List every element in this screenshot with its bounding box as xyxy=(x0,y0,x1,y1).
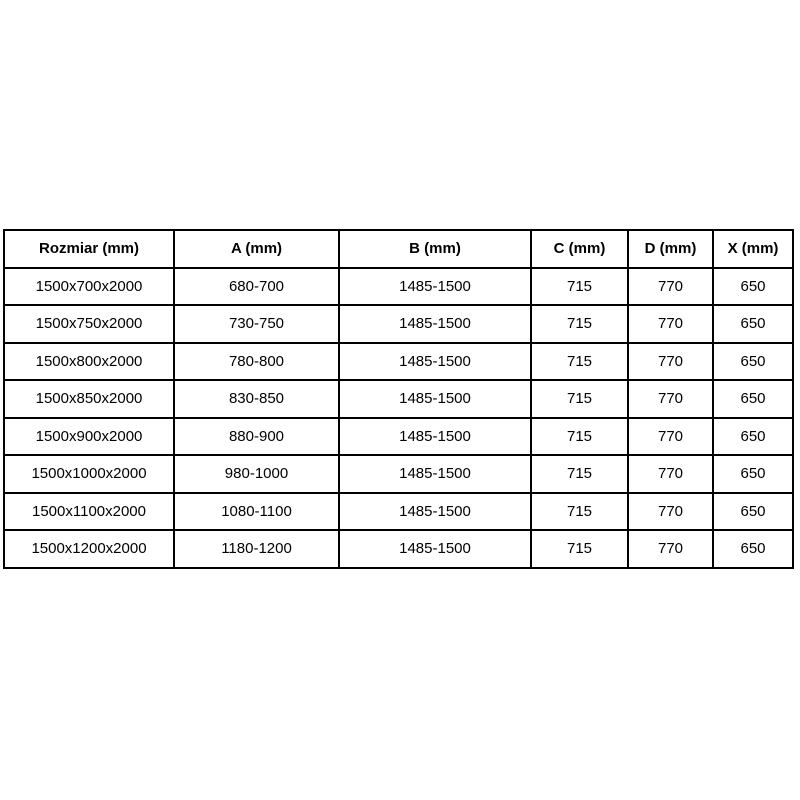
cell-b: 1485-1500 xyxy=(339,268,531,306)
cell-d: 770 xyxy=(628,418,713,456)
cell-x: 650 xyxy=(713,343,793,381)
cell-b: 1485-1500 xyxy=(339,530,531,568)
table-row xyxy=(4,380,793,418)
cell-x: 650 xyxy=(713,268,793,306)
cell-a: 1180-1200 xyxy=(174,530,339,568)
dimensions-table xyxy=(3,229,794,569)
cell-c: 715 xyxy=(531,493,628,531)
cell-x: 650 xyxy=(713,530,793,568)
cell-rozmiar: 1500x800x2000 xyxy=(4,343,174,381)
cell-c: 715 xyxy=(531,455,628,493)
table-row xyxy=(4,343,793,381)
cell-rozmiar: 1500x1100x2000 xyxy=(4,493,174,531)
header-cell-x: X (mm) xyxy=(713,230,793,268)
cell-c: 715 xyxy=(531,418,628,456)
dimensions-table-container xyxy=(3,229,794,569)
table-row xyxy=(4,493,793,531)
header-row xyxy=(4,230,793,268)
table-row xyxy=(4,455,793,493)
cell-x: 650 xyxy=(713,418,793,456)
cell-rozmiar: 1500x900x2000 xyxy=(4,418,174,456)
cell-d: 770 xyxy=(628,455,713,493)
cell-rozmiar: 1500x700x2000 xyxy=(4,268,174,306)
table-row xyxy=(4,418,793,456)
cell-x: 650 xyxy=(713,493,793,531)
header-cell-rozmiar: Rozmiar (mm) xyxy=(4,230,174,268)
cell-b: 1485-1500 xyxy=(339,343,531,381)
table-header xyxy=(4,230,793,268)
cell-a: 1080-1100 xyxy=(174,493,339,531)
table-row xyxy=(4,305,793,343)
cell-c: 715 xyxy=(531,530,628,568)
cell-a: 780-800 xyxy=(174,343,339,381)
cell-rozmiar: 1500x1200x2000 xyxy=(4,530,174,568)
cell-b: 1485-1500 xyxy=(339,418,531,456)
cell-b: 1485-1500 xyxy=(339,493,531,531)
cell-d: 770 xyxy=(628,530,713,568)
cell-a: 830-850 xyxy=(174,380,339,418)
table-row xyxy=(4,530,793,568)
header-cell-b: B (mm) xyxy=(339,230,531,268)
cell-rozmiar: 1500x750x2000 xyxy=(4,305,174,343)
header-cell-a: A (mm) xyxy=(174,230,339,268)
cell-b: 1485-1500 xyxy=(339,380,531,418)
cell-a: 680-700 xyxy=(174,268,339,306)
cell-d: 770 xyxy=(628,343,713,381)
table-body xyxy=(4,268,793,568)
cell-d: 770 xyxy=(628,305,713,343)
header-cell-c: C (mm) xyxy=(531,230,628,268)
cell-b: 1485-1500 xyxy=(339,455,531,493)
cell-rozmiar: 1500x1000x2000 xyxy=(4,455,174,493)
cell-d: 770 xyxy=(628,268,713,306)
cell-d: 770 xyxy=(628,493,713,531)
cell-c: 715 xyxy=(531,380,628,418)
cell-c: 715 xyxy=(531,305,628,343)
cell-a: 980-1000 xyxy=(174,455,339,493)
table-row xyxy=(4,268,793,306)
cell-x: 650 xyxy=(713,455,793,493)
cell-b: 1485-1500 xyxy=(339,305,531,343)
cell-c: 715 xyxy=(531,343,628,381)
cell-x: 650 xyxy=(713,305,793,343)
cell-rozmiar: 1500x850x2000 xyxy=(4,380,174,418)
cell-a: 730-750 xyxy=(174,305,339,343)
cell-c: 715 xyxy=(531,268,628,306)
cell-d: 770 xyxy=(628,380,713,418)
cell-x: 650 xyxy=(713,380,793,418)
cell-a: 880-900 xyxy=(174,418,339,456)
header-cell-d: D (mm) xyxy=(628,230,713,268)
